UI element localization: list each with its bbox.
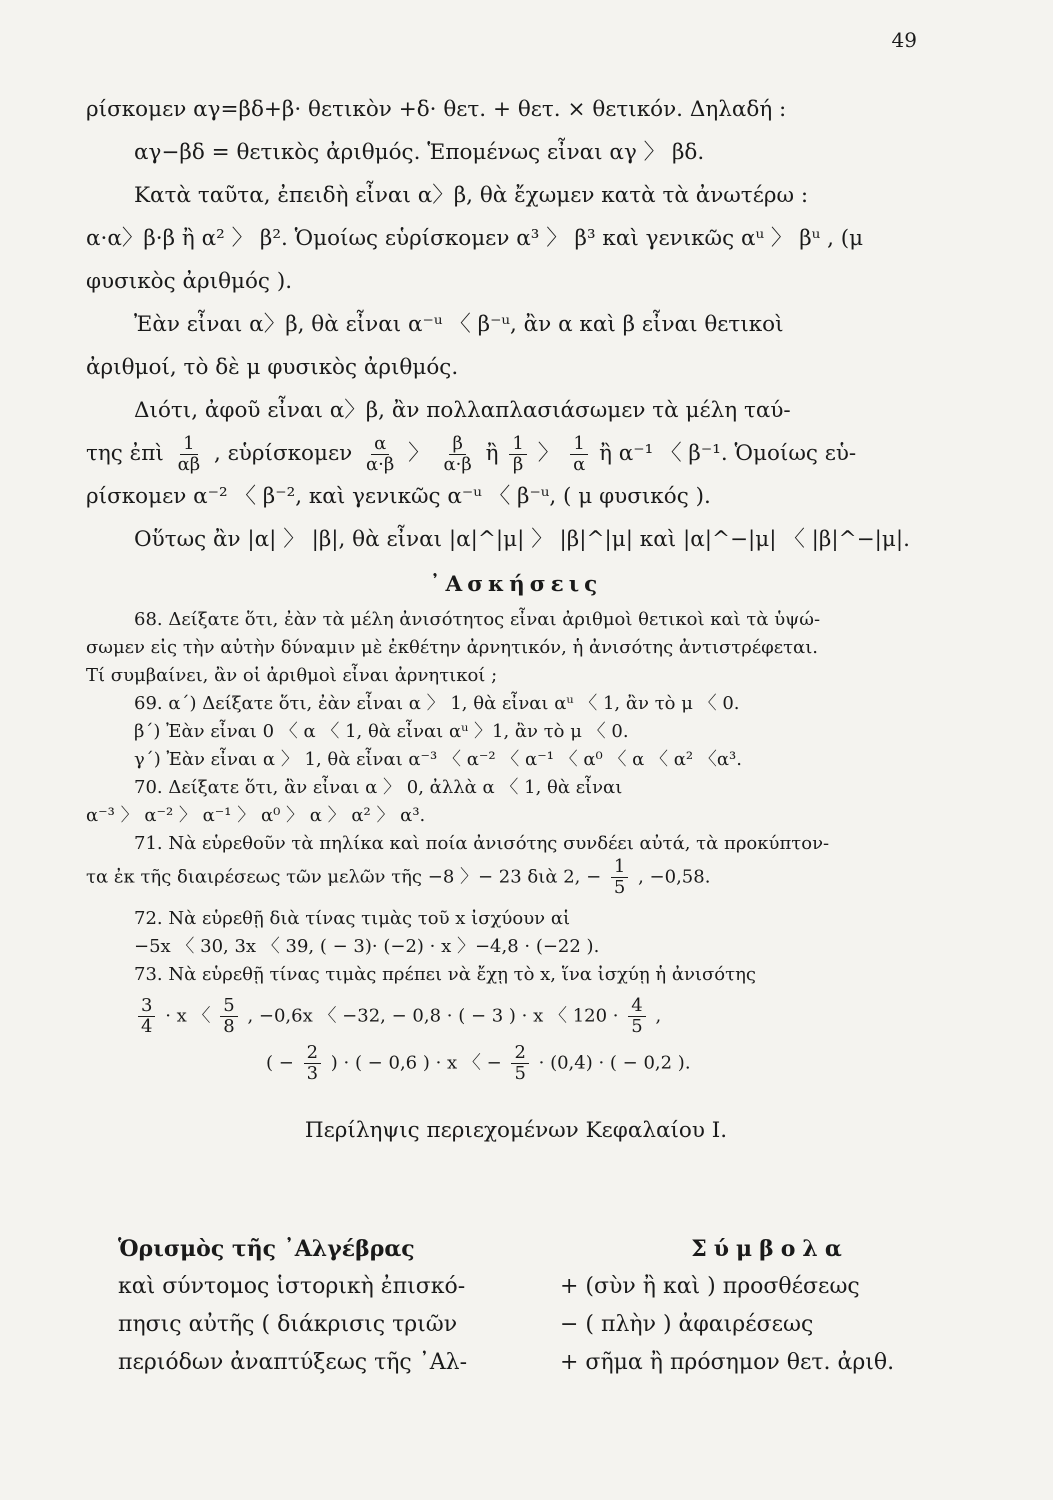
right-column-line: + (σὺν ἢ καὶ ) προσθέσεως (560, 1274, 860, 1299)
text-line: φυσικὸς ἀριθμός ). (86, 269, 293, 294)
fraction (441, 432, 475, 475)
denominator: 5 (613, 877, 626, 898)
numerator: 4 (628, 997, 645, 1017)
summary-title: Περίληψις περιεχομένων Κεφαλαίου Ι. (304, 1118, 728, 1143)
denominator: 3 (306, 1063, 319, 1084)
exercise-line: γ΄) Ἐὰν εἶναι α 〉 1, θὰ εἶναι α⁻³ 〈 α⁻² 〈 α⁻¹ 〈 α⁰ 〈 α 〈 α² 〈α³. (134, 749, 742, 770)
text-line: ρίσκομεν α⁻² 〈 β⁻², καὶ γενικῶς α⁻ᵘ 〈 β⁻ᵘ, ( μ φυσικός ). (86, 484, 711, 509)
numerator: α (371, 435, 389, 455)
text-line: Ἐὰν εἶναι α〉β, θὰ εἶναι α⁻ᵘ 〈 β⁻ᵘ, ἂν α καὶ β εἶναι θετικοὶ (134, 312, 784, 337)
section-heading: ᾿Ασκήσεις (429, 572, 603, 597)
denominator: 5 (631, 1016, 643, 1037)
fraction (628, 997, 645, 1036)
exercise-line: 69. α΄) Δείξατε ὅτι, ἐὰν εἶναι α 〉 1, θὰ εἶναι αᵘ 〈 1, ἂν τὸ μ 〈 0. (134, 693, 740, 714)
fraction (509, 432, 526, 475)
exercise-line: 70. Δείξατε ὅτι, ἂν εἶναι α 〉 0, ἀλλὰ α 〈 1, θὰ εἶναι (134, 777, 623, 798)
denominator: 5 (514, 1063, 526, 1084)
numerator: 1 (611, 858, 628, 878)
exercise-line: −5x 〈 30, 3x 〈 39, ( − 3)· (−2) · x 〉−4,8 · (−22 ). (134, 936, 600, 957)
right-column-line: + σῆμα ἢ πρόσημον θετ. ἀριθ. (560, 1350, 895, 1375)
text-span: της ἐπὶ (86, 441, 164, 466)
denominator: 8 (223, 1016, 235, 1037)
exercise-line (86, 997, 946, 1036)
text-span: 〉 (408, 441, 430, 466)
fraction (511, 1044, 528, 1083)
fraction (304, 1044, 321, 1083)
left-column (118, 1230, 538, 1382)
fraction (611, 858, 628, 897)
text-line: Διότι, ἀφοῦ εἶναι α〉β, ἂν πολλαπλασιάσωμεν τὰ μέλη ταύ- (134, 398, 791, 423)
exercises (86, 606, 946, 1083)
exercise-line: Τί συμβαίνει, ἂν οἱ ἀριθμοὶ εἶναι ἀρνητικοί ; (86, 665, 498, 686)
text-span: ἢ α⁻¹ 〈 β⁻¹. Ὁμοίως εὑ- (599, 441, 857, 466)
denominator: α·β (366, 453, 395, 475)
numerator: 1 (570, 435, 587, 455)
fraction-line (86, 432, 946, 475)
numerator: β (449, 435, 465, 455)
exercise-line: α⁻³ 〉 α⁻² 〉 α⁻¹ 〉 α⁰ 〉 α 〉 α² 〉 α³. (86, 805, 426, 826)
text-span: ) · ( − 0,6 ) · x 〈 − (330, 1052, 502, 1074)
numerator: 5 (220, 997, 237, 1017)
left-column-title: Ὁρισμὸς τῆς ᾿Αλγέβρας (118, 1236, 415, 1262)
right-column (560, 1230, 980, 1382)
left-column-line: καὶ σύντομος ἱστορικὴ ἐπισκό- (118, 1274, 466, 1299)
exercise-line: 73. Νὰ εὑρεθῇ τίνας τιμὰς πρέπει νὰ ἔχῃ τὸ x, ἵνα ἰσχύῃ ἡ ἀνισότης (134, 964, 756, 985)
fraction (138, 997, 155, 1036)
numerator: 1 (509, 435, 526, 455)
numerator: 3 (138, 997, 155, 1017)
numerator: 1 (180, 435, 197, 455)
denominator: 4 (141, 1016, 153, 1037)
denominator: αβ (177, 453, 201, 475)
text-line: Οὕτως ἂν |α| 〉 |β|, θὰ εἶναι |α|^|μ| 〉 |β|^|μ| καὶ |α|^−|μ| 〈 |β|^−|μ|. (134, 527, 910, 552)
left-column-line: περιόδων ἀναπτύξεως τῆς ᾿Αλ- (118, 1350, 468, 1375)
right-column-line: − ( πλὴν ) ἀφαιρέσεως (560, 1312, 814, 1337)
text-line: Κατὰ ταῦτα, ἐπειδὴ εἶναι α〉β, θὰ ἔχωμεν κατὰ τὰ ἀνωτέρω : (134, 183, 809, 208)
text-line: αγ−βδ = θετικὸς ἀριθμός. Ἑπομένως εἶναι αγ 〉 βδ. (134, 140, 705, 165)
numerator: 2 (511, 1044, 528, 1064)
page-number: 49 (891, 28, 917, 52)
text-line: ἀριθμοί, τὸ δὲ μ φυσικὸς ἀριθμός. (86, 355, 459, 380)
text-span: , εὑρίσκομεν (214, 441, 353, 466)
text-line: α·α〉β·β ἢ α² 〉 β². Ὁμοίως εὑρίσκομεν α³ 〉 β³ καὶ γενικῶς αᵘ 〉 βᵘ , (μ (86, 226, 864, 251)
fraction (570, 432, 588, 475)
exercise-line: β΄) Ἐὰν εἶναι 0 〈 α 〈 1, θὰ εἶναι αᵘ 〉1, ἂν τὸ μ 〈 0. (134, 721, 629, 742)
left-column-line: πησις αὐτῆς ( διάκρισις τριῶν (118, 1312, 458, 1337)
main-text (86, 88, 946, 1152)
denominator: α·β (443, 453, 472, 475)
numerator: 2 (304, 1044, 321, 1064)
text-span: , −0,58. (638, 866, 711, 888)
text-span: · (0,4) · ( − 0,2 ). (538, 1052, 691, 1074)
exercise-line (86, 1044, 946, 1083)
text-span: , −0,6x 〈 −32, − 0,8 · ( − 3 ) · x 〈 120 · (247, 1005, 619, 1027)
text-span: ( − (266, 1052, 294, 1074)
exercise-line: 68. Δείξατε ὅτι, ἐὰν τὰ μέλη ἀνισότητος εἶναι ἀριθμοὶ θετικοὶ καὶ τὰ ὑψώ- (134, 609, 821, 630)
text-span: · x 〈 (165, 1005, 211, 1027)
fraction (175, 432, 204, 475)
fraction (363, 432, 397, 475)
exercise-line: 72. Νὰ εὑρεθῇ διὰ τίνας τιμὰς τοῦ x ἰσχύουν αἱ (134, 908, 571, 929)
text-span: τα ἐκ τῆς διαιρέσεως τῶν μελῶν τῆς −8 〉− 23 διὰ 2, − (86, 866, 602, 888)
exercise-line: 71. Νὰ εὑρεθοῦν τὰ πηλίκα καὶ ποία ἀνισότης συνδέει αὐτά, τὰ προκύπτον- (134, 833, 830, 854)
text-span: ἢ (485, 441, 499, 466)
right-column-title: Σύμβολα (691, 1236, 849, 1262)
fraction (220, 997, 237, 1036)
text-span: 〉 (537, 441, 560, 466)
text-span: , (655, 1005, 662, 1027)
denominator: α (573, 453, 586, 475)
exercise-line: σωμεν εἰς τὴν αὐτὴν δύναμιν μὲ ἐκθέτην ἀρνητικόν, ἡ ἀνισότης ἀντιστρέφεται. (86, 637, 818, 658)
exercise-line (86, 858, 946, 897)
denominator: β (512, 453, 524, 475)
text-line: ρίσκομεν αγ=βδ+β· θετικὸν +δ· θετ. + θετ. × θετικόν. Δηλαδή : (86, 97, 787, 122)
